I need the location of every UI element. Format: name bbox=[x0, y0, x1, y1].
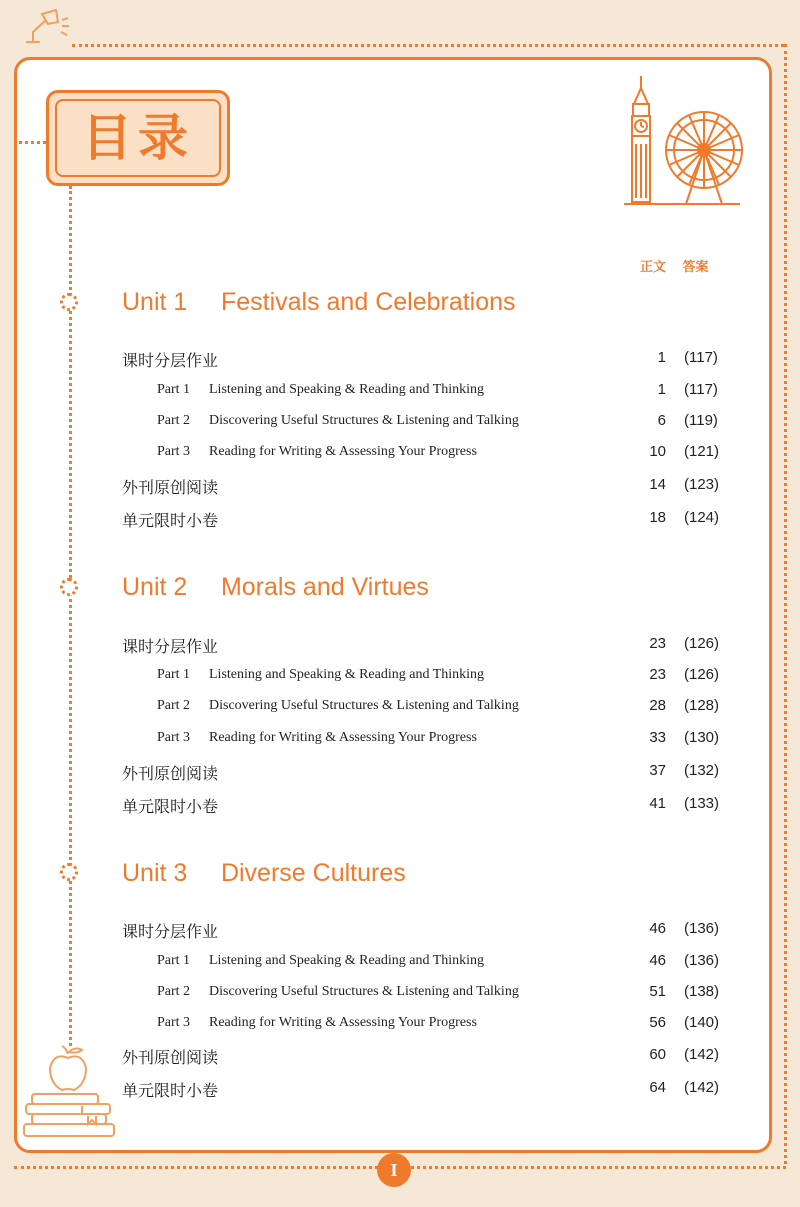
timeline-node-unit-2 bbox=[60, 578, 78, 596]
entry-page: 37 bbox=[649, 762, 666, 779]
entry-label: 外刊原创阅读 bbox=[122, 478, 219, 497]
entry-label: 单元限时小卷 bbox=[122, 797, 219, 816]
column-headers bbox=[640, 256, 721, 275]
part-title: Reading for Writing & Assessing Your Progress bbox=[209, 1015, 477, 1030]
title-connector-dots bbox=[14, 141, 46, 144]
toc-entry[interactable] bbox=[0, 475, 800, 499]
entry-answer-page: (142) bbox=[684, 1046, 720, 1063]
toc-entry[interactable] bbox=[0, 1078, 800, 1102]
entry-label: 单元限时小卷 bbox=[122, 1081, 219, 1100]
entry-answer-page: (128) bbox=[684, 697, 720, 714]
unit-name: Diverse Cultures bbox=[220, 859, 406, 887]
apple-books-icon bbox=[22, 1044, 118, 1142]
unit-label: Unit 1 bbox=[122, 288, 188, 316]
part-number: Part 1 bbox=[157, 382, 191, 397]
entry-page: 14 bbox=[649, 476, 666, 493]
toc-part-entry[interactable] bbox=[0, 1013, 800, 1037]
entry-answer-page: (124) bbox=[684, 509, 720, 526]
top-dotted-border bbox=[72, 44, 784, 47]
part-title: Discovering Useful Structures & Listening and Talking bbox=[209, 984, 519, 999]
entry-answer-page: (140) bbox=[684, 1014, 720, 1031]
unit-name: Festivals and Celebrations bbox=[220, 288, 516, 316]
entry-label: 课时分层作业 bbox=[122, 351, 219, 370]
entry-page: 46 bbox=[649, 920, 666, 937]
ferris-wheel-icon bbox=[660, 106, 748, 210]
part-number: Part 2 bbox=[157, 984, 191, 999]
unit-2-heading bbox=[122, 573, 429, 602]
toc-part-entry[interactable] bbox=[0, 696, 800, 720]
part-title: Reading for Writing & Assessing Your Progress bbox=[209, 444, 477, 459]
part-number: Part 3 bbox=[157, 730, 191, 745]
lamp-icon bbox=[18, 6, 74, 46]
unit-label: Unit 2 bbox=[122, 573, 188, 601]
entry-page: 1 bbox=[657, 381, 666, 398]
unit-name: Morals and Virtues bbox=[220, 573, 429, 601]
toc-part-entry[interactable] bbox=[0, 982, 800, 1006]
entry-answer-page: (117) bbox=[684, 349, 718, 366]
entry-answer-page: (117) bbox=[684, 381, 718, 398]
entry-page: 18 bbox=[649, 509, 666, 526]
unit-1-heading bbox=[122, 288, 516, 317]
toc-part-entry[interactable] bbox=[0, 411, 800, 435]
entry-label: 课时分层作业 bbox=[122, 922, 219, 941]
entry-page: 6 bbox=[657, 412, 666, 429]
entry-page: 51 bbox=[649, 983, 666, 1000]
part-title: Listening and Speaking & Reading and Thinking bbox=[209, 953, 485, 968]
toc-entry[interactable] bbox=[0, 761, 800, 785]
entry-page: 64 bbox=[649, 1079, 666, 1096]
toc-entry[interactable] bbox=[0, 634, 800, 658]
entry-page: 56 bbox=[649, 1014, 666, 1031]
entry-answer-page: (133) bbox=[684, 795, 720, 812]
entry-answer-page: (136) bbox=[684, 920, 720, 937]
toc-entry[interactable] bbox=[0, 794, 800, 818]
toc-part-entry[interactable] bbox=[0, 665, 800, 689]
unit-label: Unit 3 bbox=[122, 859, 188, 887]
column-header-main: 正文 bbox=[640, 260, 667, 275]
part-title: Reading for Writing & Assessing Your Progress bbox=[209, 730, 477, 745]
entry-label: 外刊原创阅读 bbox=[122, 764, 219, 783]
toc-part-entry[interactable] bbox=[0, 728, 800, 752]
unit-timeline bbox=[69, 186, 72, 1046]
part-number: Part 2 bbox=[157, 413, 191, 428]
toc-entry[interactable] bbox=[0, 919, 800, 943]
entry-page: 1 bbox=[657, 349, 666, 366]
page-title: 目录 bbox=[82, 109, 194, 167]
entry-page: 46 bbox=[649, 952, 666, 969]
part-number: Part 1 bbox=[157, 667, 191, 682]
timeline-node-unit-1 bbox=[60, 293, 78, 311]
toc-entry[interactable] bbox=[0, 348, 800, 372]
part-title: Listening and Speaking & Reading and Thinking bbox=[209, 667, 485, 682]
part-number: Part 1 bbox=[157, 953, 191, 968]
entry-answer-page: (121) bbox=[684, 443, 720, 460]
entry-page: 23 bbox=[649, 666, 666, 683]
toc-entry[interactable] bbox=[0, 1045, 800, 1069]
part-title: Discovering Useful Structures & Listening and Talking bbox=[209, 698, 519, 713]
timeline-node-unit-3 bbox=[60, 863, 78, 881]
part-number: Part 3 bbox=[157, 444, 191, 459]
entry-answer-page: (126) bbox=[684, 666, 720, 683]
entry-page: 41 bbox=[649, 795, 666, 812]
toc-entry[interactable] bbox=[0, 508, 800, 532]
part-number: Part 2 bbox=[157, 698, 191, 713]
part-title: Discovering Useful Structures & Listening and Talking bbox=[209, 413, 519, 428]
entry-answer-page: (130) bbox=[684, 729, 720, 746]
part-title: Listening and Speaking & Reading and Thinking bbox=[209, 382, 485, 397]
part-number: Part 3 bbox=[157, 1015, 191, 1030]
toc-part-entry[interactable] bbox=[0, 951, 800, 975]
entry-answer-page: (138) bbox=[684, 983, 720, 1000]
entry-answer-page: (132) bbox=[684, 762, 720, 779]
entry-label: 单元限时小卷 bbox=[122, 511, 219, 530]
column-header-answers: 答案 bbox=[682, 260, 709, 275]
entry-answer-page: (142) bbox=[684, 1079, 720, 1096]
entry-page: 60 bbox=[649, 1046, 666, 1063]
toc-part-entry[interactable] bbox=[0, 442, 800, 466]
entry-page: 28 bbox=[649, 697, 666, 714]
entry-page: 33 bbox=[649, 729, 666, 746]
entry-answer-page: (126) bbox=[684, 635, 720, 652]
entry-answer-page: (136) bbox=[684, 952, 720, 969]
entry-label: 课时分层作业 bbox=[122, 637, 219, 656]
unit-3-heading bbox=[122, 859, 406, 888]
page-number-badge: I bbox=[377, 1153, 411, 1187]
toc-part-entry[interactable] bbox=[0, 380, 800, 404]
entry-label: 外刊原创阅读 bbox=[122, 1048, 219, 1067]
entry-answer-page: (119) bbox=[684, 412, 718, 429]
entry-page: 23 bbox=[649, 635, 666, 652]
entry-answer-page: (123) bbox=[684, 476, 720, 493]
entry-page: 10 bbox=[649, 443, 666, 460]
